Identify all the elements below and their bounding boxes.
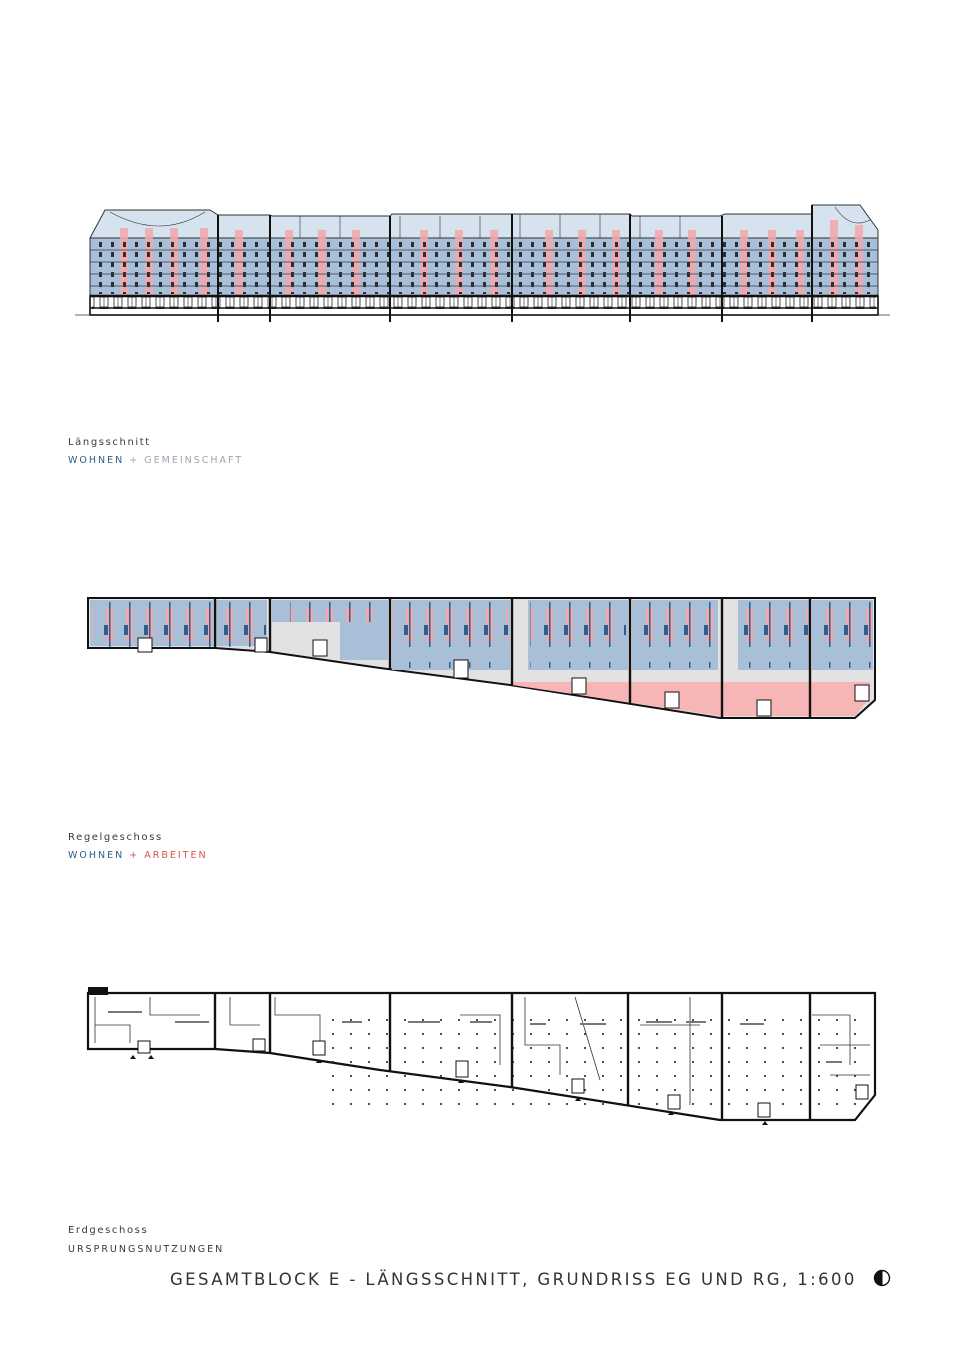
sheet-title: GESAMTBLOCK E - LÄNGSSCHNITT, GRUNDRISS EG UND RG, 1:600 [170,1270,857,1289]
longitudinal-section-drawing [0,200,960,330]
section-title-laengsschnitt: Längsschnitt [68,437,151,448]
legend-wohnen: WOHNEN [68,455,125,466]
legend-regelgeschoss [68,851,208,861]
north-arrow-icon [872,1268,892,1288]
standard-floor-plan-drawing [0,590,960,730]
legend-separator: + [129,455,140,466]
legend-separator: + [129,850,140,861]
plan-arbeiten-zones [512,678,870,716]
section-title-regelgeschoss: Regelgeschoss [68,832,163,843]
legend-wohnen: WOHNEN [68,850,125,861]
legend-gemeinschaft: GEMEINSCHAFT [144,455,244,466]
legend-arbeiten: ARBEITEN [144,850,208,861]
legend-erdgeschoss [68,1245,224,1255]
section-title-erdgeschoss: Erdgeschoss [68,1225,149,1236]
legend-ursprungsnutzungen: URSPRUNGSNUTZUNGEN [68,1244,225,1255]
legend-laengsschnitt [68,456,243,466]
ground-floor-plan-drawing [0,985,960,1125]
